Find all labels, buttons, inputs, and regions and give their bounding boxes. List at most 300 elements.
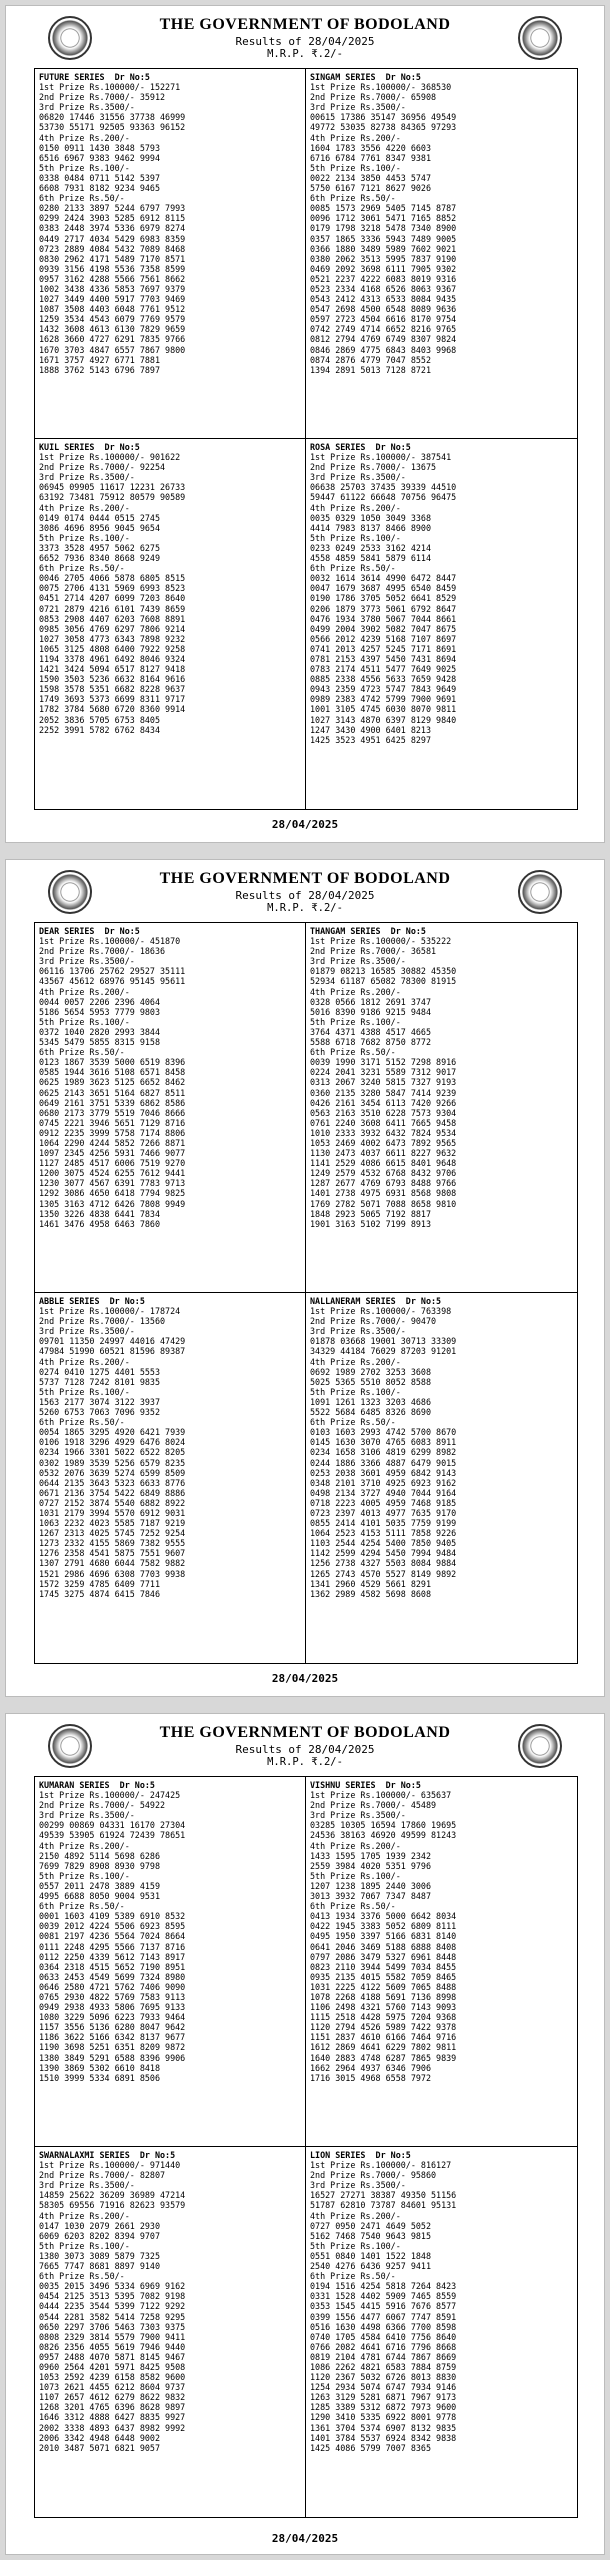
ticket-numbers: 53730 55171 92505 93363 96152 (39, 122, 186, 133)
ticket-numbers: 1194 3378 4961 6492 8046 9324 (39, 653, 186, 664)
results-grid (34, 922, 578, 1664)
ticket-numbers: 7699 7829 8908 8930 9798 (39, 1860, 161, 1871)
ticket-numbers: 0302 1989 3539 5256 6579 8235 (39, 1457, 186, 1468)
ticket-numbers: 0075 2706 4131 5969 6993 8523 (39, 583, 186, 594)
prize-label: 1st Prize Rs.100000/- 368530 (310, 82, 452, 93)
prize-label: 2nd Prize Rs.7000/- 36581 (310, 946, 437, 957)
prize-label: 1st Prize Rs.100000/- 152271 (39, 82, 181, 93)
ticket-numbers: 0145 1630 3070 4765 6083 8911 (310, 1437, 457, 1448)
ticket-numbers: 0032 1614 3614 4990 6472 8447 (310, 573, 457, 584)
ticket-numbers: 1001 3105 4745 6030 8070 9811 (310, 704, 457, 715)
ticket-numbers: 1064 2290 4244 5852 7266 8871 (39, 1137, 186, 1148)
series-name: DEAR SERIES Dr No:5 (39, 926, 140, 936)
ticket-numbers: 0797 2086 3479 5327 6961 8448 (310, 1951, 457, 1962)
ticket-numbers: 0206 1879 3773 5061 6792 8647 (310, 603, 457, 614)
ticket-numbers: 1027 3449 4400 5917 7703 9469 (39, 294, 186, 305)
ticket-numbers: 0649 2161 3751 5339 6862 8586 (39, 1097, 186, 1108)
prize-label: 6th Prize Rs.50/- (310, 1417, 396, 1428)
ticket-numbers: 0495 1950 3397 5166 6831 8140 (310, 1931, 457, 1942)
ticket-numbers: 1142 2599 4294 5450 7994 9484 (310, 1548, 457, 1559)
ticket-numbers: 0224 2041 3231 5589 7312 9017 (310, 1067, 457, 1078)
result-page-3 (5, 1713, 605, 2555)
ticket-numbers: 59447 61122 66648 70756 96475 (310, 492, 457, 503)
ticket-numbers: 0585 1944 3616 5108 6571 8458 (39, 1067, 186, 1078)
ticket-numbers: 0781 2153 4397 5450 7431 8694 (310, 653, 457, 664)
ticket-numbers: 4558 4859 5841 5879 6114 (310, 553, 432, 564)
ticket-numbers: 0846 2869 4775 6843 8403 9968 (310, 344, 457, 355)
ticket-numbers: 0444 2235 3544 5399 7122 9292 (39, 2301, 186, 2312)
ticket-numbers: 0680 2173 3779 5519 7046 8666 (39, 1107, 186, 1118)
ticket-numbers: 0989 2383 4742 5799 7900 9691 (310, 694, 457, 705)
ticket-numbers: 1380 3073 3089 5879 7325 (39, 2250, 161, 2261)
ticket-numbers: 0357 1865 3336 5943 7489 9005 (310, 233, 457, 244)
ticket-numbers: 2010 3487 5071 6821 9057 (39, 2442, 161, 2453)
page-header (6, 1714, 604, 1776)
prize-label: 2nd Prize Rs.7000/- 92254 (39, 462, 166, 473)
ticket-numbers: 1120 2794 4526 5989 7422 9378 (310, 2022, 457, 2033)
series-name: THANGAM SERIES Dr No:5 (310, 926, 426, 936)
ticket-numbers: 5345 5479 5855 8315 9158 (39, 1037, 161, 1048)
ticket-numbers: 0912 2235 3999 5758 7174 8806 (39, 1127, 186, 1138)
ticket-numbers: 00299 00869 04331 16170 27304 (39, 1820, 186, 1831)
ticket-numbers: 0808 2329 3814 5579 7900 9411 (39, 2331, 186, 2342)
prize-label: 2nd Prize Rs.7000/- 35912 (39, 92, 166, 103)
ticket-numbers: 1031 2179 3994 5570 6912 9031 (39, 1507, 186, 1518)
ticket-numbers: 0563 2163 3510 6228 7573 9304 (310, 1107, 457, 1118)
ticket-numbers: 1350 3226 4838 6441 7834 (39, 1208, 161, 1219)
ticket-numbers: 2540 4276 6436 9257 9411 (310, 2261, 432, 2272)
prize-label: 3rd Prize Rs.3500/- (39, 472, 135, 483)
ticket-numbers: 0047 1679 3687 4995 6540 8459 (310, 583, 457, 594)
ticket-numbers: 1572 3259 4785 6409 7711 (39, 1578, 161, 1589)
ticket-numbers: 1401 2738 4975 6931 8568 9808 (310, 1188, 457, 1199)
ticket-numbers: 0096 1712 3061 5471 7165 8852 (310, 213, 457, 224)
emblem-icon (518, 870, 562, 914)
ticket-numbers: 1064 2523 4153 5111 7858 9226 (310, 1528, 457, 1539)
ticket-numbers: 01878 03668 19001 30713 33309 (310, 1336, 457, 1347)
ticket-numbers: 4414 7983 8137 8466 8900 (310, 522, 432, 533)
prize-label: 6th Prize Rs.50/- (310, 193, 396, 204)
page-title: THE GOVERNMENT OF BODOLAND (159, 16, 451, 33)
ticket-numbers: 0469 2092 3698 6111 7905 9302 (310, 263, 457, 274)
prize-label: 6th Prize Rs.50/- (310, 1901, 396, 1912)
ticket-numbers: 1247 3430 4900 6401 8213 (310, 724, 432, 735)
ticket-numbers: 1097 2345 4256 5931 7466 9077 (39, 1148, 186, 1159)
ticket-numbers: 0244 1886 3366 4887 6479 9015 (310, 1457, 457, 1468)
series-name: KUMARAN SERIES Dr No:5 (39, 1780, 155, 1790)
ticket-numbers: 1002 3438 4336 5853 7697 9379 (39, 283, 186, 294)
ticket-numbers: 0727 0950 2471 4649 5052 (310, 2220, 432, 2231)
ticket-numbers: 1433 1595 1705 1939 2342 (310, 1850, 432, 1861)
prize-label: 3rd Prize Rs.3500/- (310, 956, 406, 967)
series-name: NALLANERAM SERIES Dr No:5 (310, 1296, 442, 1306)
ticket-numbers: 0338 0484 0711 5142 5397 (39, 172, 161, 183)
series-block (35, 2147, 306, 2517)
ticket-numbers: 0819 2104 4781 6744 7867 8669 (310, 2351, 457, 2362)
ticket-numbers: 0874 2876 4779 7047 8552 (310, 354, 432, 365)
ticket-numbers: 1151 2837 4610 6166 7464 9716 (310, 2032, 457, 2043)
prize-label: 1st Prize Rs.100000/- 816127 (310, 2160, 452, 2171)
ticket-numbers: 1063 2232 4023 5585 7187 9219 (39, 1518, 186, 1529)
ticket-numbers: 03285 10305 16594 17860 19695 (310, 1820, 457, 1831)
ticket-numbers: 5522 5684 6485 8326 8690 (310, 1407, 432, 1418)
ticket-numbers: 1716 3015 4968 6558 7972 (310, 2072, 432, 2083)
prize-label: 1st Prize Rs.100000/- 635637 (310, 1790, 452, 1801)
ticket-numbers: 3013 3932 7067 7347 8487 (310, 1891, 432, 1902)
ticket-numbers: 1103 2544 4254 5400 7850 9405 (310, 1538, 457, 1549)
prize-label: 3rd Prize Rs.3500/- (310, 472, 406, 483)
prize-label: 3rd Prize Rs.3500/- (39, 1810, 135, 1821)
ticket-numbers: 0692 1989 2702 3253 3608 (310, 1366, 432, 1377)
ticket-numbers: 0328 0566 1812 2691 3747 (310, 996, 432, 1007)
prize-label: 3rd Prize Rs.3500/- (39, 102, 135, 113)
ticket-numbers: 5016 8390 9186 9215 9484 (310, 1006, 432, 1017)
ticket-numbers: 0039 1990 3171 5152 7298 8916 (310, 1057, 457, 1068)
ticket-numbers: 1290 3410 5335 6922 8001 9778 (310, 2412, 457, 2423)
series-block (306, 1777, 577, 2147)
page-header (6, 860, 604, 922)
ticket-numbers: 43567 45612 68976 95145 95611 (39, 976, 186, 987)
ticket-numbers: 0454 2125 3513 5395 7082 9198 (39, 2291, 186, 2302)
prize-label: 6th Prize Rs.50/- (39, 1417, 125, 1428)
ticket-numbers: 2252 3991 5782 6762 8434 (39, 724, 161, 735)
ticket-numbers: 0451 2714 4207 6099 7203 8640 (39, 593, 186, 604)
prize-label: 5th Prize Rs.100/- (310, 1870, 401, 1881)
ticket-numbers: 0985 3056 4769 6297 7806 9214 (39, 623, 186, 634)
prize-label: 5th Prize Rs.100/- (310, 2240, 401, 2251)
ticket-numbers: 0123 1867 3539 5000 6519 8396 (39, 1057, 186, 1068)
prize-label: 1st Prize Rs.100000/- 535222 (310, 936, 452, 947)
ticket-numbers: 1127 2485 4517 6006 7519 9270 (39, 1158, 186, 1169)
ticket-numbers: 0721 2879 4216 6101 7439 8659 (39, 603, 186, 614)
mrp-label: M.R.P. ₹.2/- (267, 902, 343, 914)
ticket-numbers: 47984 51990 60521 81596 89387 (39, 1346, 186, 1357)
prize-label: 4th Prize Rs.200/- (310, 132, 401, 143)
ticket-numbers: 0112 2250 4339 5612 7143 8917 (39, 1951, 186, 1962)
ticket-numbers: 1256 2738 4327 5503 8084 9884 (310, 1558, 457, 1569)
ticket-numbers: 6069 6203 8202 8394 9707 (39, 2230, 161, 2241)
ticket-numbers: 5162 7468 7540 9643 9815 (310, 2230, 432, 2241)
ticket-numbers: 1073 2621 4455 6212 8604 9737 (39, 2382, 186, 2393)
ticket-numbers: 1285 3389 5312 6872 7973 9600 (310, 2402, 457, 2413)
prize-label: 3rd Prize Rs.3500/- (310, 1326, 406, 1337)
prize-label: 5th Prize Rs.100/- (310, 1386, 401, 1397)
ticket-numbers: 0313 2067 3240 5815 7327 9193 (310, 1077, 457, 1088)
ticket-numbers: 0150 0911 1430 3848 5793 (39, 142, 161, 153)
prize-label: 2nd Prize Rs.7000/- 95860 (310, 2170, 437, 2181)
prize-label: 5th Prize Rs.100/- (39, 1386, 130, 1397)
ticket-numbers: 3764 4371 4388 4517 4665 (310, 1026, 432, 1037)
prize-label: 5th Prize Rs.100/- (310, 1016, 401, 1027)
ticket-numbers: 0957 3162 4288 5566 7561 8662 (39, 273, 186, 284)
ticket-numbers: 1120 2367 5032 6726 8013 8830 (310, 2372, 457, 2383)
ticket-numbers: 1662 2964 4937 6346 7906 (310, 2062, 432, 2073)
ticket-numbers: 0449 2717 4034 5429 6983 8359 (39, 233, 186, 244)
ticket-numbers: 0625 1989 3623 5125 6652 8462 (39, 1077, 186, 1088)
ticket-numbers: 0022 2134 3850 4453 5747 (310, 172, 432, 183)
series-block (35, 439, 306, 809)
ticket-numbers: 0830 2962 4171 5489 7170 8571 (39, 253, 186, 264)
prize-label: 4th Prize Rs.200/- (310, 986, 401, 997)
ticket-numbers: 0745 2221 3946 5651 7129 8716 (39, 1117, 186, 1128)
results-date: Results of 28/04/2025 (235, 1743, 375, 1756)
ticket-numbers: 5025 5365 5510 8052 8588 (310, 1376, 432, 1387)
prize-label: 1st Prize Rs.100000/- 247425 (39, 1790, 181, 1801)
ticket-numbers: 0765 2930 4822 5769 7583 9113 (39, 1991, 186, 2002)
results-date: Results of 28/04/2025 (235, 35, 375, 48)
series-name: KUIL SERIES Dr No:5 (39, 442, 140, 452)
ticket-numbers: 0422 1945 3383 5052 6809 8111 (310, 1921, 457, 1932)
ticket-numbers: 0960 2564 4201 5971 8425 9508 (39, 2361, 186, 2372)
prize-label: 2nd Prize Rs.7000/- 18636 (39, 946, 166, 957)
ticket-numbers: 1086 2262 4821 6583 7884 8759 (310, 2361, 457, 2372)
ticket-numbers: 49772 53035 82738 84365 97293 (310, 122, 457, 133)
ticket-numbers: 2559 3984 4020 5351 9796 (310, 1860, 432, 1871)
ticket-numbers: 0035 0329 1050 3049 3368 (310, 512, 432, 523)
prize-label: 4th Prize Rs.200/- (310, 502, 401, 513)
prize-label: 5th Prize Rs.100/- (39, 162, 130, 173)
prize-label: 5th Prize Rs.100/- (39, 2240, 130, 2251)
ticket-numbers: 0299 2424 3903 5285 6912 8115 (39, 213, 186, 224)
ticket-numbers: 0723 2397 4013 4977 7635 9170 (310, 1507, 457, 1518)
ticket-numbers: 1087 3508 4403 6048 7761 9512 (39, 304, 186, 315)
ticket-numbers: 06945 09905 11617 12231 26733 (39, 482, 186, 493)
prize-label: 4th Prize Rs.200/- (310, 1840, 401, 1851)
prize-label: 5th Prize Rs.100/- (39, 1870, 130, 1881)
ticket-numbers: 6516 6967 9383 9462 9994 (39, 152, 161, 163)
emblem-icon (518, 1724, 562, 1768)
prize-label: 1st Prize Rs.100000/- 971440 (39, 2160, 181, 2171)
prize-label: 4th Prize Rs.200/- (39, 132, 130, 143)
ticket-numbers: 0253 2038 3601 4959 6842 9143 (310, 1467, 457, 1478)
series-name: SWARNALAXMI SERIES Dr No:5 (39, 2150, 176, 2160)
ticket-numbers: 5737 7128 7242 8101 9835 (39, 1376, 161, 1387)
ticket-numbers: 6608 7931 8182 9234 9465 (39, 183, 161, 194)
ticket-numbers: 0085 1573 2969 5405 7145 8787 (310, 203, 457, 214)
ticket-numbers: 63192 73481 75912 80579 90589 (39, 492, 186, 503)
prize-label: 5th Prize Rs.100/- (39, 1016, 130, 1027)
ticket-numbers: 0348 2101 3710 4925 6923 9162 (310, 1477, 457, 1488)
ticket-numbers: 1362 2989 4582 5698 8608 (310, 1588, 432, 1599)
ticket-numbers: 0233 0249 2533 3162 4214 (310, 542, 432, 553)
ticket-numbers: 1031 2225 4122 5609 7065 8488 (310, 1981, 457, 1992)
ticket-numbers: 1053 2592 4239 6158 8582 9600 (39, 2372, 186, 2383)
ticket-numbers: 1848 2923 5065 7192 8817 (310, 1208, 432, 1219)
page-title: THE GOVERNMENT OF BODOLAND (159, 1724, 451, 1741)
ticket-numbers: 1115 2518 4428 5975 7204 9368 (310, 2012, 457, 2023)
ticket-numbers: 0399 1556 4477 6067 7747 8591 (310, 2311, 457, 2322)
ticket-numbers: 0644 2135 3643 5323 6633 8776 (39, 1477, 186, 1488)
ticket-numbers: 0035 2015 3496 5334 6969 9162 (39, 2281, 186, 2292)
ticket-numbers: 0544 2281 3582 5414 7258 9295 (39, 2311, 186, 2322)
series-block (306, 1293, 577, 1663)
ticket-numbers: 0646 2580 4721 5762 7406 9090 (39, 1981, 186, 1992)
ticket-numbers: 1273 2332 4155 5869 7382 9555 (39, 1538, 186, 1549)
prize-label: 2nd Prize Rs.7000/- 13675 (310, 462, 437, 473)
results-date: Results of 28/04/2025 (235, 889, 375, 902)
ticket-numbers: 1563 2177 3074 3122 3937 (39, 1396, 161, 1407)
prize-label: 1st Prize Rs.100000/- 763398 (310, 1306, 452, 1317)
ticket-numbers: 1292 3086 4650 6418 7794 9825 (39, 1188, 186, 1199)
ticket-numbers: 1106 2498 4321 5760 7143 9093 (310, 2002, 457, 2013)
ticket-numbers: 1157 3556 5136 6280 8047 9642 (39, 2022, 186, 2033)
ticket-numbers: 1394 2891 5013 7128 8721 (310, 364, 432, 375)
ticket-numbers: 2002 3338 4893 6437 8982 9992 (39, 2422, 186, 2433)
prize-label: 4th Prize Rs.200/- (39, 1840, 130, 1851)
series-block (35, 923, 306, 1293)
ticket-numbers: 1200 3075 4524 6255 7612 9441 (39, 1168, 186, 1179)
ticket-numbers: 0106 1918 3296 4929 6476 8024 (39, 1437, 186, 1448)
ticket-numbers: 1207 1238 1895 2440 3006 (310, 1880, 432, 1891)
ticket-numbers: 1421 3424 5094 6517 8127 9418 (39, 664, 186, 675)
ticket-numbers: 0194 1516 4254 5818 7264 8423 (310, 2281, 457, 2292)
ticket-numbers: 0742 2749 4714 6652 8216 9765 (310, 324, 457, 335)
footer-date: 28/04/2025 (271, 818, 339, 831)
ticket-numbers: 0949 2938 4933 5806 7695 9133 (39, 2002, 186, 2013)
ticket-numbers: 1267 2313 4025 5745 7252 9254 (39, 1528, 186, 1539)
prize-label: 6th Prize Rs.50/- (310, 2271, 396, 2282)
ticket-numbers: 0360 2135 3280 5847 7414 9239 (310, 1087, 457, 1098)
prize-label: 6th Prize Rs.50/- (39, 193, 125, 204)
series-block (306, 69, 577, 439)
ticket-numbers: 0853 2908 4407 6203 7608 8891 (39, 613, 186, 624)
ticket-numbers: 0366 1880 3489 5989 7602 9021 (310, 243, 457, 254)
ticket-numbers: 0543 2412 4313 6533 8084 9435 (310, 294, 457, 305)
ticket-numbers: 1628 3660 4727 6291 7835 9766 (39, 334, 186, 345)
ticket-numbers: 00615 17386 35147 36956 49549 (310, 112, 457, 123)
ticket-numbers: 1390 3869 5302 6610 8418 (39, 2062, 161, 2073)
ticket-numbers: 2006 3342 4948 6448 9002 (39, 2432, 161, 2443)
prize-label: 5th Prize Rs.100/- (39, 532, 130, 543)
ticket-numbers: 1249 2579 4532 6768 8432 9706 (310, 1168, 457, 1179)
emblem-icon (48, 1724, 92, 1768)
ticket-numbers: 0551 0840 1401 1522 1848 (310, 2250, 432, 2261)
ticket-numbers: 0331 1528 4402 5909 7465 8559 (310, 2291, 457, 2302)
ticket-numbers: 0727 2152 3874 5540 6882 8922 (39, 1497, 186, 1508)
ticket-numbers: 0234 1966 3301 5022 6522 8205 (39, 1447, 186, 1458)
series-block (306, 439, 577, 809)
series-block (35, 1293, 306, 1663)
prize-label: 2nd Prize Rs.7000/- 82807 (39, 2170, 166, 2181)
ticket-numbers: 0280 2133 3897 5244 6797 7993 (39, 203, 186, 214)
ticket-numbers: 1078 2268 4188 5691 7136 8998 (310, 1991, 457, 2002)
ticket-numbers: 0761 2240 3608 6411 7665 9458 (310, 1117, 457, 1128)
prize-label: 1st Prize Rs.100000/- 901622 (39, 452, 181, 463)
ticket-numbers: 51787 62810 73787 84601 95131 (310, 2200, 457, 2211)
ticket-numbers: 1010 2333 3932 6432 7824 9534 (310, 1127, 457, 1138)
ticket-numbers: 1259 3534 4543 6079 7769 9579 (39, 314, 186, 325)
ticket-numbers: 1432 3608 4613 6130 7829 9659 (39, 324, 186, 335)
ticket-numbers: 1254 2934 5074 6747 7934 9146 (310, 2382, 457, 2393)
ticket-numbers: 0718 2223 4005 4959 7468 9185 (310, 1497, 457, 1508)
ticket-numbers: 0364 2318 4515 5652 7190 8951 (39, 1961, 186, 1972)
ticket-numbers: 1053 2469 4002 6473 7892 9565 (310, 1137, 457, 1148)
ticket-numbers: 1065 3125 4808 6400 7922 9258 (39, 643, 186, 654)
ticket-numbers: 0046 2705 4066 5878 6805 8515 (39, 573, 186, 584)
ticket-numbers: 0935 2135 4015 5582 7059 8465 (310, 1971, 457, 1982)
series-name: VISHNU SERIES Dr No:5 (310, 1780, 421, 1790)
prize-label: 1st Prize Rs.100000/- 178724 (39, 1306, 181, 1317)
series-block (35, 69, 306, 439)
prize-label: 6th Prize Rs.50/- (310, 563, 396, 574)
ticket-numbers: 58305 69556 71916 82623 93579 (39, 2200, 186, 2211)
ticket-numbers: 0190 1786 3705 5052 6641 8529 (310, 593, 457, 604)
ticket-numbers: 0855 2414 4101 5035 7759 9199 (310, 1518, 457, 1529)
emblem-icon (48, 870, 92, 914)
ticket-numbers: 0353 1545 4415 5916 7676 8577 (310, 2301, 457, 2312)
ticket-numbers: 0516 1630 4498 6366 7700 8598 (310, 2321, 457, 2332)
ticket-numbers: 0499 2004 3902 5082 7047 8675 (310, 623, 457, 634)
prize-label: 4th Prize Rs.200/- (39, 2210, 130, 2221)
ticket-numbers: 0957 2488 4070 5871 8145 9467 (39, 2351, 186, 2362)
ticket-numbers: 1401 3784 5537 6924 8342 9838 (310, 2432, 457, 2443)
ticket-numbers: 0625 2143 3651 5164 6827 8511 (39, 1087, 186, 1098)
prize-label: 4th Prize Rs.200/- (310, 1356, 401, 1367)
ticket-numbers: 0234 1658 3106 4819 6299 8982 (310, 1447, 457, 1458)
ticket-numbers: 0740 1705 4584 6410 7756 8640 (310, 2331, 457, 2342)
ticket-numbers: 0054 1865 3295 4920 6421 7939 (39, 1427, 186, 1438)
mrp-label: M.R.P. ₹.2/- (267, 48, 343, 60)
ticket-numbers: 1425 3523 4951 6425 8297 (310, 734, 432, 745)
ticket-numbers: 1888 3762 5143 6796 7897 (39, 364, 161, 375)
ticket-numbers: 1782 3784 5680 6720 8360 9914 (39, 704, 186, 715)
ticket-numbers: 0380 2062 3513 5995 7837 9190 (310, 253, 457, 264)
ticket-numbers: 14859 25622 36209 36989 47214 (39, 2190, 186, 2201)
ticket-numbers: 49539 53905 61924 72439 78651 (39, 1830, 186, 1841)
ticket-numbers: 0044 0057 2206 2396 4064 (39, 996, 161, 1007)
ticket-numbers: 0547 2698 4500 6548 8089 9636 (310, 304, 457, 315)
ticket-numbers: 1901 3163 5102 7199 8913 (310, 1218, 432, 1229)
series-name: FUTURE SERIES Dr No:5 (39, 72, 150, 82)
ticket-numbers: 0766 2082 4641 6716 7796 8668 (310, 2341, 457, 2352)
ticket-numbers: 0179 1798 3218 5478 7340 8900 (310, 223, 457, 234)
series-block (306, 2147, 577, 2517)
ticket-numbers: 06116 13706 25762 29527 35111 (39, 966, 186, 977)
ticket-numbers: 0943 2359 4723 5747 7843 9649 (310, 684, 457, 695)
ticket-numbers: 16527 27271 38387 49350 51156 (310, 2190, 457, 2201)
ticket-numbers: 1263 3129 5281 6871 7967 9173 (310, 2392, 457, 2403)
ticket-numbers: 0633 2453 4549 5699 7324 8980 (39, 1971, 186, 1982)
ticket-numbers: 2150 4892 5114 5698 6286 (39, 1850, 161, 1861)
ticket-numbers: 1268 3201 4765 6396 8628 9897 (39, 2402, 186, 2413)
ticket-numbers: 1671 3757 4927 6771 7881 (39, 354, 161, 365)
prize-label: 4th Prize Rs.200/- (39, 986, 130, 997)
prize-label: 4th Prize Rs.200/- (310, 2210, 401, 2221)
page-header (6, 6, 604, 68)
prize-label: 6th Prize Rs.50/- (39, 1047, 125, 1058)
ticket-numbers: 1612 2869 4641 6229 7802 9811 (310, 2042, 457, 2053)
emblem-icon (48, 16, 92, 60)
ticket-numbers: 5750 6167 7121 8627 9026 (310, 183, 432, 194)
ticket-numbers: 0498 2134 3727 4940 7044 9164 (310, 1487, 457, 1498)
ticket-numbers: 1604 1783 3556 4220 6603 (310, 142, 432, 153)
ticket-numbers: 6716 6784 7761 8347 9381 (310, 152, 432, 163)
ticket-numbers: 0426 2161 3454 6113 7420 9266 (310, 1097, 457, 1108)
prize-label: 4th Prize Rs.200/- (39, 502, 130, 513)
ticket-numbers: 1230 3077 4567 6391 7783 9713 (39, 1178, 186, 1189)
prize-label: 2nd Prize Rs.7000/- 45489 (310, 1800, 437, 1811)
ticket-numbers: 0103 1603 2993 4742 5700 8670 (310, 1427, 457, 1438)
ticket-numbers: 1646 3312 4888 6427 8835 9927 (39, 2412, 186, 2423)
ticket-numbers: 1745 3275 4874 6415 7846 (39, 1588, 161, 1599)
prize-label: 3rd Prize Rs.3500/- (39, 1326, 135, 1337)
ticket-numbers: 1027 3143 4870 6397 8129 9840 (310, 714, 457, 725)
ticket-numbers: 7665 7747 8681 8897 9140 (39, 2261, 161, 2272)
series-block (306, 923, 577, 1293)
series-block (35, 1777, 306, 2147)
ticket-numbers: 1091 1261 1323 3203 4686 (310, 1396, 432, 1407)
ticket-numbers: 0081 2197 4236 5564 7024 8664 (39, 1931, 186, 1942)
